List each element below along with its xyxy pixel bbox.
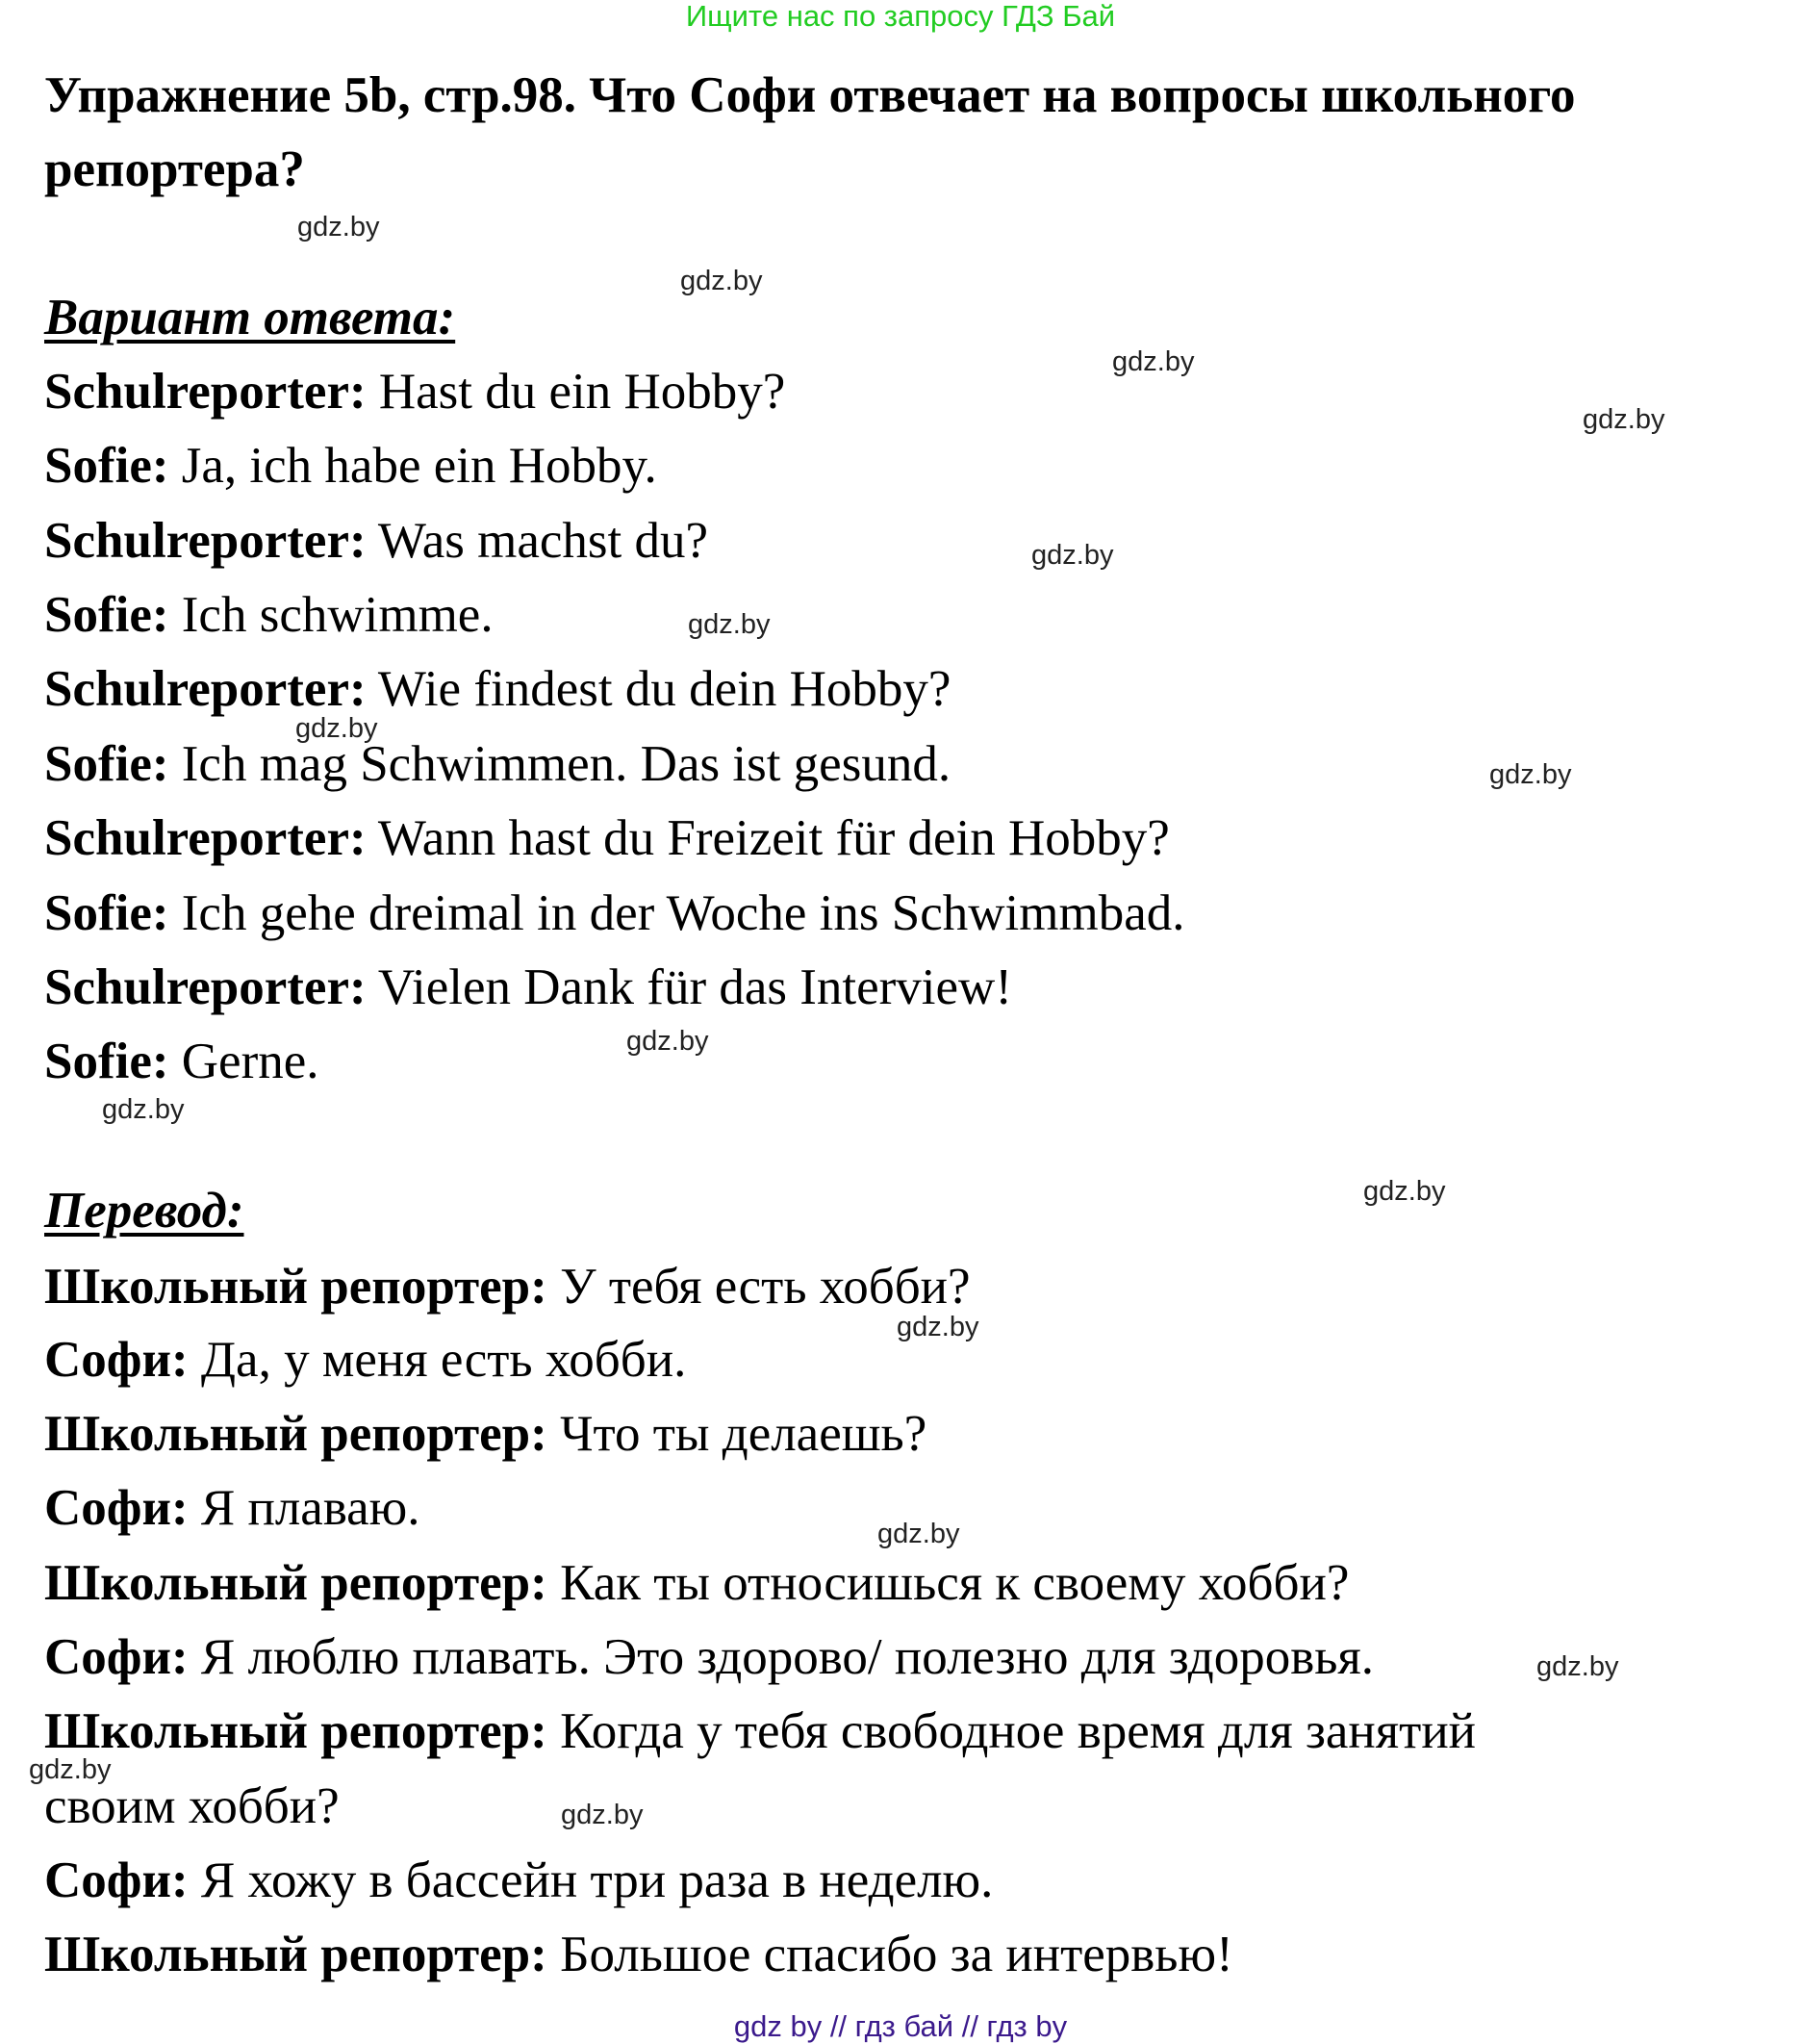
- dialogue-line: [44, 950, 1012, 1025]
- dialogue-line: [44, 354, 785, 429]
- translation-line: [44, 1843, 993, 1918]
- translation-line: [44, 1694, 1476, 1769]
- utterance-text: Wann hast du Freizeit für dein Hobby?: [366, 810, 1170, 866]
- translation-line: [44, 1620, 1374, 1695]
- speaker-label: Школьный репортер:: [44, 1555, 547, 1611]
- utterance-text: У тебя есть хобби?: [546, 1259, 971, 1315]
- speaker-label: Sofie:: [44, 885, 169, 941]
- translation-line: [44, 1249, 971, 1324]
- watermark-text: gdz.by: [1031, 540, 1114, 571]
- watermark-text: gdz.by: [1583, 404, 1665, 435]
- speaker-label: Софи:: [44, 1332, 189, 1388]
- watermark-text: gdz.by: [626, 1026, 709, 1057]
- utterance-text: Ich mag Schwimmen. Das ist gesund.: [168, 736, 951, 792]
- speaker-label: Sofie:: [44, 736, 169, 792]
- utterance-text: Да, у меня есть хобби.: [188, 1332, 687, 1388]
- dialogue-line: [44, 577, 494, 652]
- watermark-text: gdz.by: [680, 266, 763, 296]
- utterance-text: Я люблю плавать. Это здорово/ полезно для здоровья.: [188, 1629, 1375, 1685]
- speaker-label: Софи:: [44, 1480, 189, 1536]
- utterance-text: Когда у тебя свободное время для занятий: [546, 1703, 1477, 1759]
- watermark-text: gdz.by: [297, 212, 380, 243]
- speaker-label: Schulreporter:: [44, 959, 367, 1015]
- dialogue-line: [44, 428, 657, 503]
- dialogue-line: [44, 801, 1170, 876]
- watermark-text: gdz.by: [1363, 1176, 1446, 1207]
- utterance-text: Большое спасибо за интервью!: [546, 1927, 1233, 1982]
- speaker-label: Школьный репортер:: [44, 1927, 547, 1982]
- speaker-label: Школьный репортер:: [44, 1703, 547, 1759]
- speaker-label: Sofie:: [44, 587, 169, 643]
- speaker-label: Школьный репортер:: [44, 1259, 547, 1315]
- search-hint-banner: Ищите нас по запросу ГДЗ Бай: [685, 0, 1116, 33]
- utterance-text: Ich gehe dreimal in der Woche ins Schwimmbad.: [168, 885, 1185, 941]
- dialogue-line: [44, 876, 1184, 951]
- speaker-label: Школьный репортер:: [44, 1406, 547, 1462]
- footer-links: gdz by // гдз бай // гдз by: [733, 2009, 1068, 2043]
- dialogue-line: [44, 1024, 319, 1099]
- utterance-text: Что ты делаешь?: [546, 1406, 927, 1462]
- exercise-title: Упражнение 5b, стр.98. Что Софи отвечает на вопросы школьного: [44, 67, 1576, 123]
- watermark-text: gdz.by: [1536, 1651, 1619, 1682]
- utterance-text: Я плаваю.: [188, 1480, 420, 1536]
- translation-line: [44, 1470, 420, 1546]
- utterance-text: Я хожу в бассейн три раза в неделю.: [188, 1852, 994, 1908]
- watermark-text: gdz.by: [295, 713, 378, 744]
- dialogue-line: [44, 727, 951, 802]
- watermark-text: gdz.by: [561, 1800, 644, 1830]
- speaker-label: Софи:: [44, 1852, 189, 1908]
- utterance-text: Ich schwimme.: [168, 587, 494, 643]
- speaker-label: Софи:: [44, 1629, 189, 1685]
- watermark-text: gdz.by: [897, 1312, 979, 1342]
- translation-line: [44, 1396, 926, 1471]
- watermark-text: gdz.by: [688, 609, 771, 640]
- translation-heading: Перевод:: [44, 1183, 244, 1239]
- utterance-text: Was machst du?: [366, 513, 708, 569]
- translation-line: [44, 1917, 1233, 1992]
- exercise-title-continued: репортера?: [44, 141, 305, 197]
- translation-line: [44, 1546, 1349, 1621]
- dialogue-line: [44, 503, 708, 578]
- utterance-text: Hast du ein Hobby?: [366, 364, 786, 420]
- utterance-text: Wie findest du dein Hobby?: [366, 661, 951, 717]
- speaker-label: Schulreporter:: [44, 661, 367, 717]
- utterance-text: своим хобби?: [44, 1778, 340, 1834]
- speaker-label: Schulreporter:: [44, 810, 367, 866]
- speaker-label: Sofie:: [44, 1034, 169, 1089]
- translation-line: [44, 1322, 686, 1397]
- watermark-text: gdz.by: [29, 1754, 112, 1785]
- watermark-text: gdz.by: [1112, 346, 1195, 377]
- watermark-text: gdz.by: [1489, 759, 1572, 790]
- utterance-text: Gerne.: [168, 1034, 319, 1089]
- utterance-text: Ja, ich habe ein Hobby.: [168, 438, 657, 494]
- speaker-label: Schulreporter:: [44, 364, 367, 420]
- speaker-label: Sofie:: [44, 438, 169, 494]
- watermark-text: gdz.by: [877, 1519, 960, 1549]
- utterance-text: Vielen Dank für das Interview!: [366, 959, 1012, 1015]
- watermark-text: gdz.by: [102, 1094, 185, 1125]
- dialogue-line: [44, 652, 951, 727]
- utterance-text: Как ты относишься к своему хобби?: [546, 1555, 1350, 1611]
- speaker-label: Schulreporter:: [44, 513, 367, 569]
- answer-heading: Вариант ответа:: [44, 290, 456, 345]
